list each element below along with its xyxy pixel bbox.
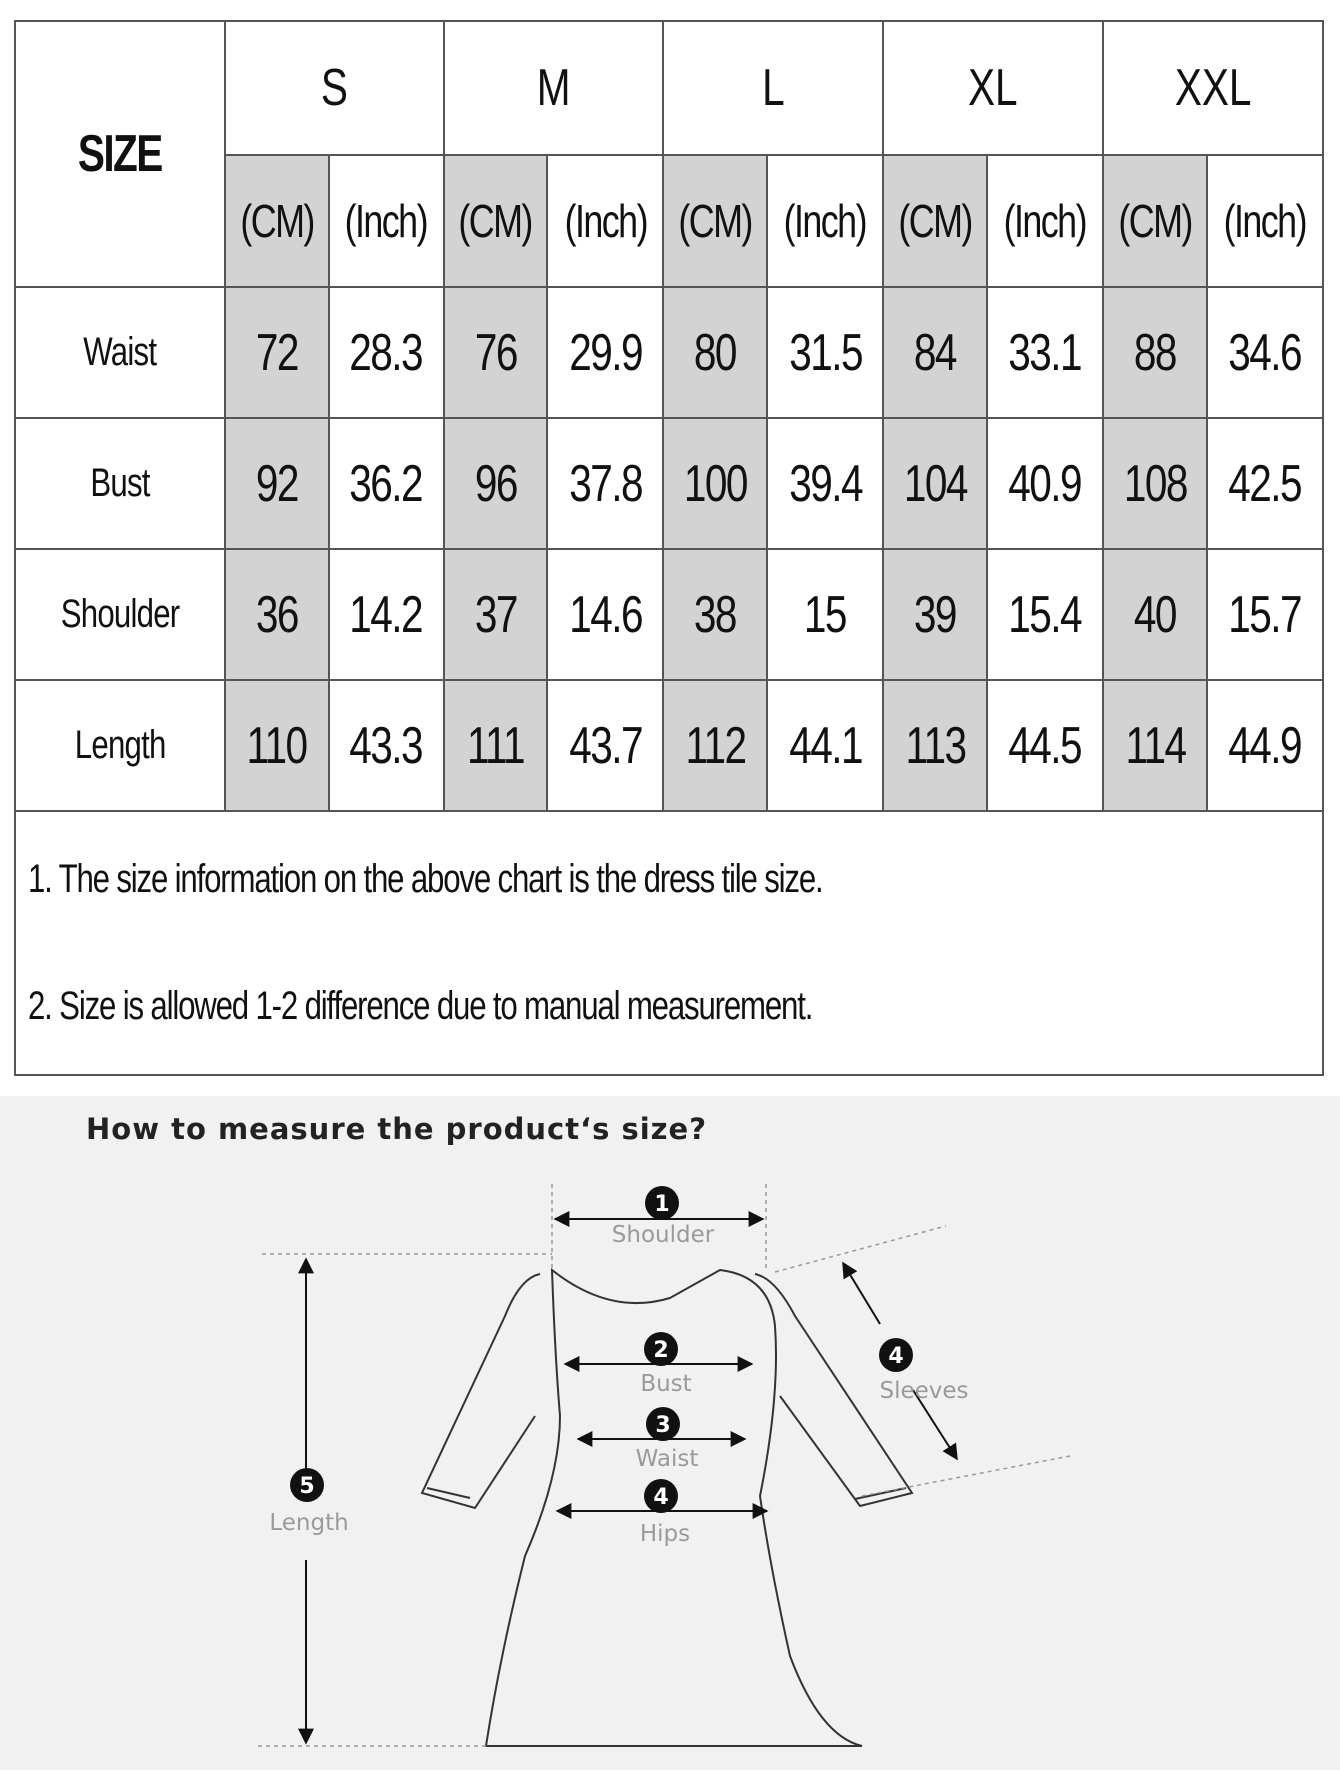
waist-number: 3 <box>655 1413 671 1438</box>
value-cell <box>883 287 987 418</box>
value-cell <box>987 418 1103 549</box>
value-cell <box>329 287 444 418</box>
value-text: 76 <box>474 323 517 382</box>
value-cell <box>663 418 767 549</box>
value-text: 29.9 <box>569 323 642 382</box>
size-label: XL <box>968 59 1018 117</box>
value-text: 80 <box>694 323 737 382</box>
measurement-guide-panel <box>0 1096 1340 1770</box>
unit-cm <box>225 155 329 287</box>
value-text: 33.1 <box>1008 323 1082 382</box>
value-text: 36 <box>255 585 298 644</box>
size-s-header <box>225 21 444 155</box>
unit-label: (Inch) <box>344 195 428 247</box>
value-cell <box>883 680 987 811</box>
value-cell <box>767 549 883 680</box>
value-text: 40.9 <box>1008 454 1082 513</box>
sleeves-number: 4 <box>888 1344 904 1369</box>
value-text: 88 <box>1134 323 1177 382</box>
value-text: 36.2 <box>349 454 423 513</box>
value-cell <box>225 680 329 811</box>
value-cell <box>225 549 329 680</box>
size-m-header <box>444 21 664 155</box>
unit-cm <box>444 155 548 287</box>
value-cell <box>767 418 883 549</box>
value-text: 14.2 <box>349 585 423 644</box>
row-label <box>15 680 225 811</box>
value-text: 112 <box>685 716 746 775</box>
note-1-text: 1. The size information on the above chart is the dress tile size. <box>28 857 823 901</box>
value-text: 39 <box>914 585 957 644</box>
value-cell <box>547 287 663 418</box>
unit-label: (CM) <box>239 195 314 247</box>
value-text: 37.8 <box>569 454 642 513</box>
value-cell <box>547 680 663 811</box>
sleeves-label: Sleeves <box>879 1378 969 1404</box>
table-row-bust <box>15 418 1323 549</box>
unit-inch <box>547 155 663 287</box>
value-text: 72 <box>255 323 298 382</box>
value-text: 42.5 <box>1228 454 1302 513</box>
value-cell <box>987 680 1103 811</box>
waist-label: Waist <box>635 1446 699 1472</box>
length-marker <box>269 1468 348 1536</box>
value-text: 31.5 <box>788 323 862 382</box>
row-label-text: Length <box>74 723 166 767</box>
unit-label: (CM) <box>458 195 533 247</box>
value-text: 104 <box>903 454 967 513</box>
note-2-text: 2. Size is allowed 1-2 difference due to manual measurement. <box>28 984 813 1028</box>
size-xxl-header <box>1103 21 1323 155</box>
value-cell <box>663 680 767 811</box>
hips-marker <box>640 1479 690 1547</box>
unit-label: (Inch) <box>1223 195 1307 247</box>
size-l-header <box>663 21 883 155</box>
notes-cell <box>15 811 1323 1075</box>
size-xl-header <box>883 21 1103 155</box>
value-text: 28.3 <box>349 323 423 382</box>
value-cell <box>663 287 767 418</box>
value-text: 84 <box>914 323 957 382</box>
measure-guide-title: How to measure the product‘s size? <box>86 1112 708 1146</box>
size-label: L <box>762 59 785 117</box>
value-text: 34.6 <box>1228 323 1302 382</box>
value-text: 44.1 <box>788 716 862 775</box>
length-label: Length <box>269 1510 349 1536</box>
value-text: 15.7 <box>1228 585 1302 644</box>
note-1 <box>16 857 1322 902</box>
row-label-text: Shoulder <box>60 592 180 636</box>
measurement-arrows <box>306 1219 957 1743</box>
size-label: XXL <box>1174 59 1252 117</box>
unit-label: (Inch) <box>564 195 647 247</box>
value-text: 14.6 <box>569 585 642 644</box>
value-cell <box>547 549 663 680</box>
value-cell <box>1103 418 1207 549</box>
sleeves-marker <box>879 1338 969 1404</box>
size-label: M <box>536 59 571 117</box>
value-cell <box>444 549 548 680</box>
note-2 <box>16 984 1322 1029</box>
value-text: 39.4 <box>788 454 862 513</box>
value-cell <box>1207 287 1323 418</box>
value-text: 43.3 <box>349 716 423 775</box>
value-cell <box>1103 549 1207 680</box>
hips-label: Hips <box>639 1521 691 1547</box>
value-text: 111 <box>467 716 524 775</box>
value-cell <box>547 418 663 549</box>
value-text: 40 <box>1134 585 1177 644</box>
value-cell <box>883 418 987 549</box>
size-chart-table <box>14 20 1324 1076</box>
length-number: 5 <box>299 1474 315 1499</box>
unit-label: (Inch) <box>784 195 867 247</box>
value-cell <box>444 418 548 549</box>
size-label: S <box>320 59 348 117</box>
shoulder-marker <box>612 1186 715 1248</box>
value-cell <box>225 287 329 418</box>
value-cell <box>329 418 444 549</box>
value-cell <box>1207 680 1323 811</box>
value-text: 100 <box>683 454 747 513</box>
value-text: 15.4 <box>1008 585 1082 644</box>
value-text: 114 <box>1125 716 1186 775</box>
value-text: 44.9 <box>1228 716 1302 775</box>
value-cell <box>444 287 548 418</box>
bust-label: Bust <box>640 1371 692 1397</box>
value-text: 44.5 <box>1008 716 1082 775</box>
row-label-text: Bust <box>90 461 150 505</box>
value-text: 110 <box>246 716 307 775</box>
value-cell <box>444 680 548 811</box>
size-corner-cell <box>15 21 225 287</box>
unit-cm <box>1103 155 1207 287</box>
row-label <box>15 418 225 549</box>
unit-inch <box>329 155 444 287</box>
unit-label: (CM) <box>1118 195 1192 247</box>
table-row-waist <box>15 287 1323 418</box>
value-text: 96 <box>474 454 517 513</box>
unit-cm <box>883 155 987 287</box>
table-row-shoulder <box>15 549 1323 680</box>
value-text: 37 <box>474 585 517 644</box>
row-label <box>15 287 225 418</box>
value-cell <box>767 287 883 418</box>
row-label-text: Waist <box>83 330 157 374</box>
value-cell <box>987 549 1103 680</box>
value-cell <box>883 549 987 680</box>
unit-inch <box>767 155 883 287</box>
size-header-row <box>15 21 1323 155</box>
unit-inch <box>987 155 1103 287</box>
shoulder-number: 1 <box>654 1192 670 1217</box>
bust-number: 2 <box>653 1338 669 1363</box>
unit-cm <box>663 155 767 287</box>
value-cell <box>329 549 444 680</box>
value-cell <box>987 287 1103 418</box>
dress-measurement-diagram <box>0 1096 1340 1770</box>
unit-label: (Inch) <box>1003 195 1087 247</box>
value-text: 108 <box>1123 454 1187 513</box>
unit-label: (CM) <box>678 195 753 247</box>
table-row-length <box>15 680 1323 811</box>
value-text: 92 <box>255 454 298 513</box>
unit-inch <box>1207 155 1323 287</box>
size-corner-label: SIZE <box>77 125 162 183</box>
value-cell <box>1207 418 1323 549</box>
value-text: 38 <box>694 585 737 644</box>
value-cell <box>1103 287 1207 418</box>
hips-number: 4 <box>653 1485 669 1510</box>
value-cell <box>1207 549 1323 680</box>
value-text: 43.7 <box>569 716 642 775</box>
value-cell <box>225 418 329 549</box>
value-text: 113 <box>905 716 966 775</box>
value-cell <box>767 680 883 811</box>
shoulder-label: Shoulder <box>611 1222 715 1248</box>
value-cell <box>663 549 767 680</box>
unit-label: (CM) <box>898 195 972 247</box>
value-text: 15 <box>804 585 847 644</box>
row-label <box>15 549 225 680</box>
notes-row <box>15 811 1323 1075</box>
value-cell <box>329 680 444 811</box>
value-cell <box>1103 680 1207 811</box>
